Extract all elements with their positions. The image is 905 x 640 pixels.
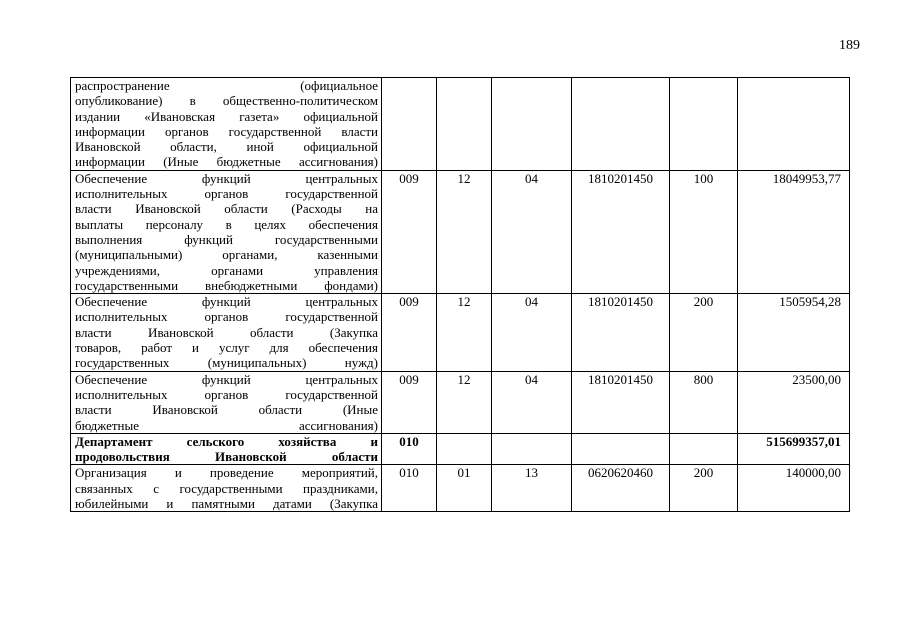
description-cell [71,433,382,465]
description-line: Обеспечение функций центральных [75,170,378,186]
ministry-code-cell [382,78,437,171]
section-code-cell: 01 [437,465,492,512]
budget-table-body [71,78,850,512]
description-line: выплаты персоналу в целях обеспечения [75,216,378,232]
description-line: информации (Иные бюджетные ассигнования) [75,154,378,170]
description-line: государственными внебюджетными фондами) [75,277,378,293]
description-line: выполнения функций государственными [75,231,378,247]
section-code-cell: 12 [437,170,492,293]
section-code-cell [437,433,492,465]
description-line: исполнительных органов государственной [75,309,378,325]
table-row [71,170,850,293]
description-cell [71,170,382,293]
amount-cell: 1505954,28 [738,294,850,371]
ministry-code-cell: 009 [382,294,437,371]
section-code-cell: 12 [437,371,492,433]
subsection-code-cell [492,433,572,465]
ministry-code-cell: 010 [382,433,437,465]
description-line: издании «Ивановская газета» официальной [75,108,378,124]
ministry-code-cell: 010 [382,465,437,512]
section-code-cell: 12 [437,294,492,371]
expense-type-cell: 200 [670,294,738,371]
description-line: распространение (официальное [75,78,378,93]
description-line: связанных с государственными праздниками, [75,480,378,496]
description-line: Обеспечение функций центральных [75,371,378,387]
description-line: Ивановской области, иной официальной [75,139,378,155]
ministry-code-cell: 009 [382,371,437,433]
description-line: юбилейными и памятными датами (Закупка [75,496,378,512]
description-line: власти Ивановской области (Расходы на [75,201,378,217]
subsection-code-cell: 13 [492,465,572,512]
description-line: (муниципальными) органами, казенными [75,247,378,263]
table-row [71,465,850,512]
target-article-cell: 1810201450 [572,371,670,433]
table-row [71,371,850,433]
description-line: опубликование) в общественно-политическом [75,93,378,109]
target-article-cell [572,78,670,171]
expense-type-cell [670,78,738,171]
subsection-code-cell: 04 [492,294,572,371]
description-line: учреждениями, органами управления [75,262,378,278]
amount-cell: 140000,00 [738,465,850,512]
expense-type-cell: 200 [670,465,738,512]
subsection-code-cell: 04 [492,371,572,433]
description-line: исполнительных органов государственной [75,386,378,402]
amount-cell: 18049953,77 [738,170,850,293]
page-number: 189 [839,38,860,53]
expense-type-cell: 100 [670,170,738,293]
description-line: государственных (муниципальных) нужд) [75,355,378,371]
description-line: Обеспечение функций центральных [75,294,378,310]
description-cell [71,294,382,371]
target-article-cell [572,433,670,465]
description-line: информации органов государственной власти [75,123,378,139]
description-line: власти Ивановской области (Иные [75,402,378,418]
description-line: продовольствия Ивановской области [75,449,378,465]
target-article-cell: 1810201450 [572,170,670,293]
expense-type-cell: 800 [670,371,738,433]
target-article-cell: 1810201450 [572,294,670,371]
amount-cell [738,78,850,171]
description-line: товаров, работ и услуг для обеспечения [75,340,378,356]
description-cell [71,371,382,433]
description-line: Организация и проведение мероприятий, [75,465,378,481]
table-row-department [71,433,850,465]
section-code-cell [437,78,492,171]
budget-table [70,77,850,512]
amount-cell: 515699357,01 [738,433,850,465]
description-line: бюджетные ассигнования) [75,417,378,433]
description-cell [71,78,382,171]
description-line: Департамент сельского хозяйства и [75,433,378,449]
description-line: исполнительных органов государственной [75,186,378,202]
subsection-code-cell: 04 [492,170,572,293]
ministry-code-cell: 009 [382,170,437,293]
table-row [71,78,850,171]
target-article-cell: 0620620460 [572,465,670,512]
description-line: власти Ивановской области (Закупка [75,324,378,340]
amount-cell: 23500,00 [738,371,850,433]
subsection-code-cell [492,78,572,171]
table-row [71,294,850,371]
description-cell [71,465,382,512]
expense-type-cell [670,433,738,465]
